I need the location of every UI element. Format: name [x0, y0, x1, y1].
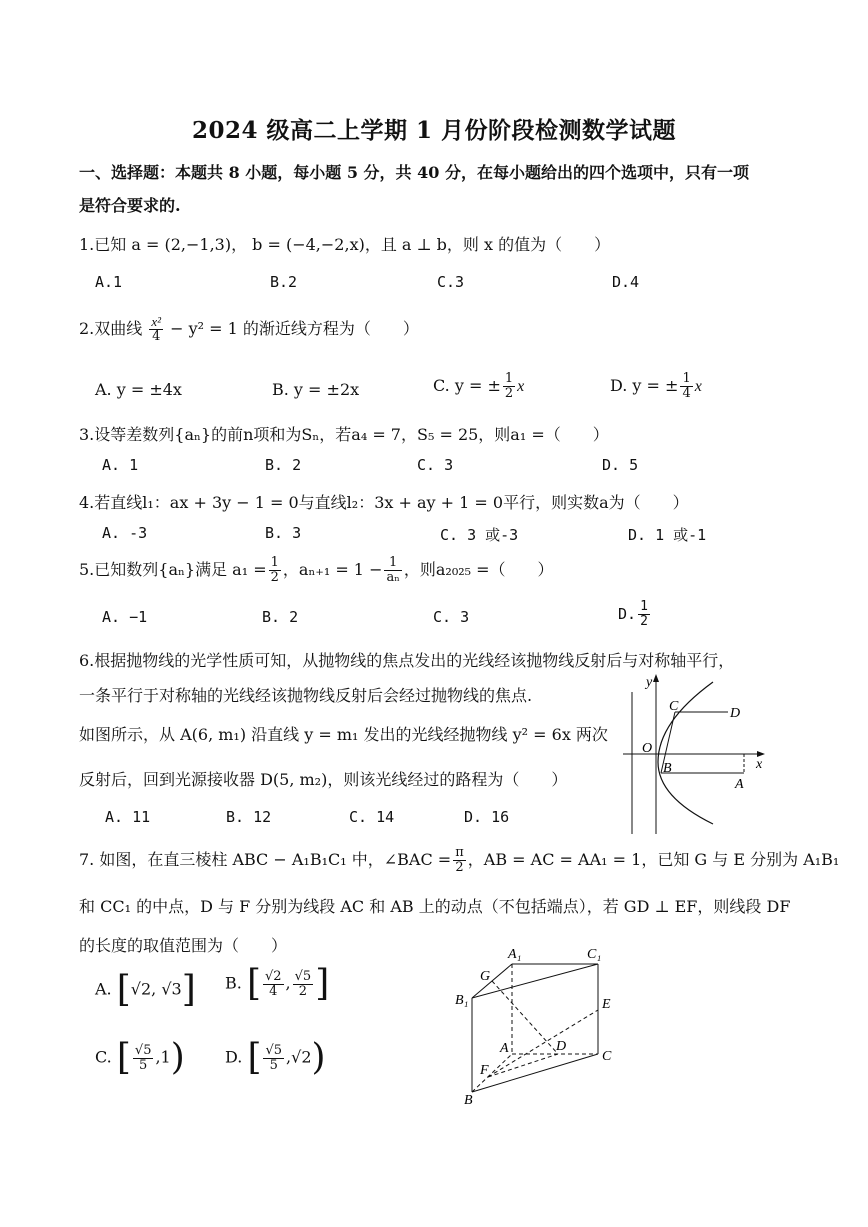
q5-middle: ，aₙ₊₁ = 1 −: [282, 560, 383, 579]
page-title: 2024 级高二上学期 1 月份阶段检测数学试题: [191, 117, 677, 144]
q5-opt-d-num: 1: [640, 599, 648, 614]
q2-opt-c-x: x: [517, 378, 525, 395]
q3-option-d: D. 5: [602, 456, 639, 474]
q5-a1-den: 2: [270, 570, 279, 585]
q7-opt-b-1d: 4: [269, 983, 278, 999]
q7-opt-c-1d: 5: [139, 1057, 148, 1073]
q5-opt-d-den: 2: [640, 614, 648, 629]
q7-opt-d-1d: 5: [269, 1057, 278, 1073]
q1-option-c: C.3: [437, 273, 465, 291]
fig7-label-a1: A₁: [508, 947, 522, 962]
q7-line1-a: 7. 如图，在直三棱柱 ABC − A₁B₁C₁ 中，∠BAC =: [79, 850, 452, 869]
q6-option-c: C. 14: [349, 808, 395, 826]
q2-option-d-label: D. y = ±: [610, 376, 679, 395]
q1-option-d: D.4: [612, 273, 640, 291]
q2-stem: [79, 315, 419, 344]
q2-fraction: [149, 315, 163, 344]
q3-stem: 3.设等差数列{aₙ}的前n项和为Sₙ，若a₄ = 7，S₅ = 25，则a₁ =（ ）: [79, 425, 609, 444]
fig6-label-b: B: [663, 761, 672, 776]
q7-option-d-label: D.: [225, 1047, 243, 1067]
q6-line2: 一条平行于对称轴的光线经该抛物线反射后会经过抛物线的焦点.: [79, 686, 533, 705]
q3-option-b: B. 2: [265, 456, 302, 474]
q2-option-b: B. y = ±2x: [272, 380, 360, 399]
fig6-label-o: O: [642, 741, 653, 756]
q1-stem: 1.已知 a = (2,−1,3)， b = (−4,−2,x)，且 a ⊥ b，则 x 的值为（ ）: [79, 235, 611, 254]
q7-angle-den: 2: [455, 860, 464, 875]
q7-opt-b-2: √5: [294, 968, 312, 984]
q7-line3: 的长度的取值范围为（ ）: [79, 936, 288, 955]
q5-option-d: [618, 600, 652, 629]
q4-option-a: A. -3: [102, 524, 148, 542]
q2-prefix: 2.双曲线: [79, 319, 143, 338]
q2-option-c-label: C. y = ±: [433, 376, 501, 395]
q2-option-a: A. y = ±4x: [95, 380, 182, 399]
q5-a1-num: 1: [270, 555, 279, 570]
q4-stem: 4.若直线l₁：ax + 3y − 1 = 0与直线l₂：3x + ay + 1 = 0平行，则实数a为（ ）: [79, 493, 689, 512]
q7-angle-num: π: [455, 845, 464, 860]
fig6-label-a: A: [735, 777, 744, 792]
q7-opt-c-1: √5: [134, 1042, 152, 1058]
q2-suffix: − y² = 1 的渐近线方程为（ ）: [170, 319, 419, 338]
fig7-label-d: D: [556, 1039, 567, 1054]
fig7-label-b: B: [464, 1093, 473, 1107]
q5-option-c: C. 3: [433, 608, 470, 626]
q2-frac-den: 4: [152, 329, 161, 344]
q7-opt-d-1: √5: [265, 1042, 283, 1058]
q2-opt-d-num: 1: [682, 371, 691, 386]
q2-opt-d-x: x: [694, 378, 702, 395]
q7-prism-figure: [450, 942, 625, 1107]
q7-option-a: A. [√2, √3]: [95, 969, 196, 1010]
q5-suffix: ，则a₂₀₂₅ =（ ）: [403, 560, 554, 579]
fig6-label-d: D: [730, 706, 741, 721]
q2-frac-num: x²: [151, 314, 162, 329]
q7-option-a-label: A.: [95, 979, 112, 999]
q7-opt-a-value: √2, √3: [130, 979, 182, 999]
fig7-label-b1: B₁: [455, 993, 469, 1008]
q5-rec-den: aₙ: [386, 570, 400, 585]
q3-option-c: C. 3: [417, 456, 454, 474]
q5-option-a: A. −1: [102, 608, 148, 626]
q5-prefix: 5.已知数列{aₙ}满足 a₁ =: [79, 560, 267, 579]
q1-option-a: A.1: [95, 273, 123, 291]
q6-option-d: D. 16: [464, 808, 510, 826]
fig7-label-e: E: [602, 997, 611, 1012]
q4-option-c: C. 3 或-3: [440, 526, 519, 544]
parabola-curve: [658, 682, 713, 824]
section-header-line1: 一、选择题：本题共 8 小题，每小题 5 分，共 40 分，在每小题给出的四个选项中，只有一项: [79, 163, 749, 182]
q7-option-d: D. [ $\frac{√5}{5}$ ,√2): [225, 1037, 326, 1078]
q7-opt-d-2: √2: [291, 1047, 312, 1067]
q7-option-b: B. [ $\frac{√2}{4}$ , $\frac{√5}{2}$ ]: [225, 963, 330, 1004]
fig7-label-f: F: [480, 1063, 489, 1078]
q2-option-d: [610, 372, 702, 401]
fig6-label-x: x: [756, 757, 763, 772]
q7-line1: [79, 846, 839, 875]
q6-option-b: B. 12: [226, 808, 272, 826]
section-header-line2: 是符合要求的.: [79, 196, 181, 215]
fig7-label-a: A: [500, 1041, 509, 1056]
q6-line3: 如图所示，从 A(6, m₁) 沿直线 y = m₁ 发出的光线经抛物线 y² = 6x 两次: [79, 725, 608, 744]
q5-option-b: B. 2: [262, 608, 299, 626]
fig7-label-c1: C₁: [587, 947, 602, 962]
q6-parabola-figure: [618, 672, 778, 837]
fig7-label-g: G: [480, 969, 491, 984]
q7-opt-c-2: ,1: [155, 1047, 171, 1067]
q2-opt-d-den: 4: [682, 386, 691, 401]
q5-option-d-label: D.: [618, 605, 637, 623]
q7-line2: 和 CC₁ 的中点，D 与 F 分别为线段 AC 和 AB 上的动点（不包括端点），若 GD ⊥ EF，则线段 DF: [79, 897, 791, 916]
q6-line1: 6.根据抛物线的光学性质可知，从抛物线的焦点发出的光线经该抛物线反射后与对称轴平行，: [79, 651, 735, 670]
fig6-label-y: y: [646, 675, 653, 690]
q7-opt-b-1: √2: [264, 968, 282, 984]
q3-option-a: A. 1: [102, 456, 139, 474]
q6-line4: 反射后，回到光源接收器 D(5, m₂)，则该光线经过的路程为（ ）: [79, 770, 568, 789]
q6-option-a: A. 11: [105, 808, 151, 826]
fig6-label-c: C: [669, 699, 679, 714]
q5-stem: [79, 556, 554, 585]
q4-option-d: D. 1 或-1: [628, 526, 707, 544]
q7-line1-b: ，AB = AC = AA₁ = 1，已知 G 与 E 分别为 A₁B₁: [467, 850, 840, 869]
fig7-label-c: C: [602, 1049, 612, 1064]
q7-option-b-label: B.: [225, 973, 242, 993]
q7-opt-b-2d: 2: [298, 983, 308, 999]
q2-opt-c-den: 2: [504, 386, 514, 401]
q2-opt-c-num: 1: [504, 371, 514, 386]
q7-option-c: C. [ $\frac{√5}{5}$ ,1): [95, 1037, 185, 1078]
q1-option-b: B.2: [270, 273, 298, 291]
q5-rec-num: 1: [384, 556, 401, 571]
q7-option-c-label: C.: [95, 1047, 112, 1067]
q4-option-b: B. 3: [265, 524, 302, 542]
q2-option-c: [433, 372, 524, 401]
